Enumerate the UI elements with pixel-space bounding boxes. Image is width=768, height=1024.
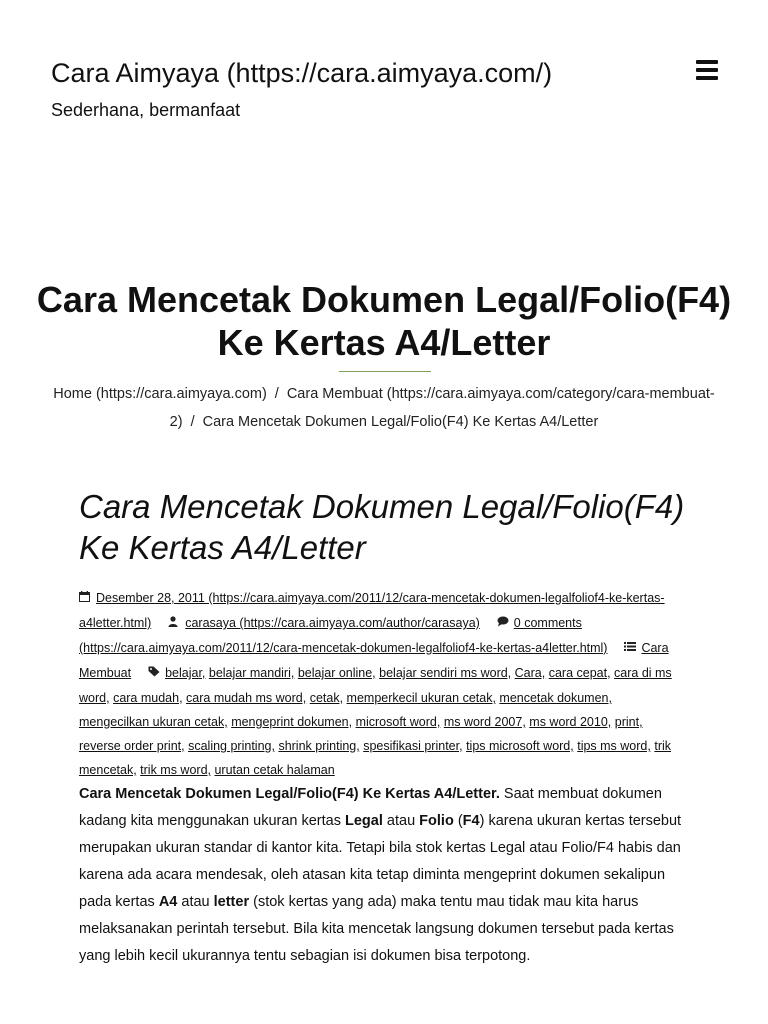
content-bold: A4 <box>158 894 178 910</box>
content-text: ( <box>453 813 463 829</box>
tag-link[interactable]: belajar online, <box>297 666 376 680</box>
tag-link[interactable]: mencetak dokumen, <box>499 691 612 705</box>
tag-link[interactable]: tips ms word, <box>577 739 651 753</box>
content-bold: Folio <box>419 813 454 829</box>
comment-icon <box>497 612 510 636</box>
tag-link[interactable]: spesifikasi printer, <box>363 739 463 753</box>
content-text: ) karena ukuran kertas tersebut merupakan ukuran standar di kantor kita. Tetapi bila stok kertas Legal atau Folio/F4 habis dan karena ada acara mendesak, oleh atasan kita tetap diminta mengeprint dokumen sekalipun pada kertas <box>79 813 682 910</box>
site-title[interactable]: Cara Aimyaya (https://cara.aimyaya.com/) <box>51 58 553 88</box>
tag-link[interactable]: ms word 2010, <box>529 715 612 729</box>
list-icon <box>624 637 637 661</box>
tag-link[interactable]: mengecilkan ukuran cetak, <box>79 715 228 729</box>
post-category-link[interactable]: Cara Membuat <box>79 641 669 680</box>
tag-link[interactable]: cara cepat, <box>548 666 611 680</box>
tag-link[interactable]: print, <box>614 715 643 729</box>
tag-link[interactable]: reverse order print, <box>79 739 185 753</box>
breadcrumb-separator: / <box>274 386 279 402</box>
post-content <box>79 781 698 970</box>
post-comments-link[interactable]: 0 comments (https://cara.aimyaya.com/2011/12/cara-mencetak-dokumen-legalfoliof4-ke-kertas-a4letter.html) <box>79 616 608 655</box>
breadcrumb-current: Cara Mencetak Dokumen Legal/Folio(F4) Ke Kertas A4/Letter <box>202 414 599 430</box>
content-lead: Cara Mencetak Dokumen Legal/Folio(F4) Ke Kertas A4/Letter. <box>79 786 500 802</box>
post-date-link[interactable]: Desember 28, 2011 (https://cara.aimyaya.com/2011/12/cara-mencetak-dokumen-legalfoliof4-ke-kertas-a4letter.html) <box>79 591 665 630</box>
content-text: atau <box>177 894 214 910</box>
tag-link[interactable]: belajar, <box>165 666 206 680</box>
tag-link[interactable]: ms word 2007, <box>443 715 526 729</box>
post-title: Cara Mencetak Dokumen Legal/Folio(F4) Ke Kertas A4/Letter <box>79 488 685 566</box>
content-text: (stok kertas yang ada) maka tentu mau tidak mau kita harus melaksanakan perintah tersebut. Bila kita mencetak langsung dokumen tersebut pada kertas yang lebih kecil ukurannya tentu sebagian isi dokumen bisa terpotong. <box>79 894 674 964</box>
site-header <box>51 56 728 121</box>
tag-list <box>79 666 672 777</box>
tag-link[interactable]: tips microsoft word, <box>466 739 574 753</box>
post-author-link[interactable]: carasaya (https://cara.aimyaya.com/author/carasaya) <box>185 616 480 630</box>
content-bold: F4 <box>462 813 480 829</box>
site-tagline: Sederhana, bermanfaat <box>51 100 241 120</box>
content-text: Saat membuat dokumen kadang kita menggunakan ukuran kertas <box>79 786 662 829</box>
tag-link[interactable]: mengeprint dokumen, <box>231 715 353 729</box>
tag-link[interactable]: urutan cetak halaman <box>214 763 335 777</box>
content-text: atau <box>382 813 420 829</box>
hamburger-icon[interactable] <box>696 60 718 82</box>
title-divider <box>339 371 431 372</box>
tag-link[interactable]: cara mudah, <box>113 691 183 705</box>
content-bold: Legal <box>345 813 383 829</box>
breadcrumb-home[interactable]: Home (https://cara.aimyaya.com) <box>53 386 267 402</box>
tag-link[interactable]: trik ms word, <box>140 763 211 777</box>
breadcrumb <box>40 380 728 436</box>
tag-link[interactable]: cara mudah ms word, <box>186 691 307 705</box>
tag-link[interactable]: microsoft word, <box>355 715 441 729</box>
tag-link[interactable]: memperkecil ukuran cetak, <box>346 691 496 705</box>
breadcrumb-separator: / <box>190 414 195 430</box>
tag-link[interactable]: scaling printing, <box>188 739 275 753</box>
content-bold: letter <box>213 894 250 910</box>
tag-link[interactable]: belajar sendiri ms word, <box>379 666 512 680</box>
tag-link[interactable]: trik mencetak, <box>79 739 672 777</box>
tag-link[interactable]: cara di ms word, <box>79 666 672 705</box>
tag-link[interactable]: cetak, <box>309 691 344 705</box>
tag-link[interactable]: belajar mandiri, <box>208 666 295 680</box>
breadcrumb-category[interactable]: Cara Membuat (https://cara.aimyaya.com/category/cara-membuat-2) <box>169 386 715 430</box>
tag-icon <box>148 662 161 686</box>
user-icon <box>168 612 181 636</box>
calendar-icon <box>79 587 92 611</box>
tag-link[interactable]: shrink printing, <box>278 739 360 753</box>
entry-meta <box>79 586 678 782</box>
tag-link[interactable]: Cara, <box>514 666 546 680</box>
page-title: Cara Mencetak Dokumen Legal/Folio(F4) Ke Kertas A4/Letter <box>36 279 732 363</box>
